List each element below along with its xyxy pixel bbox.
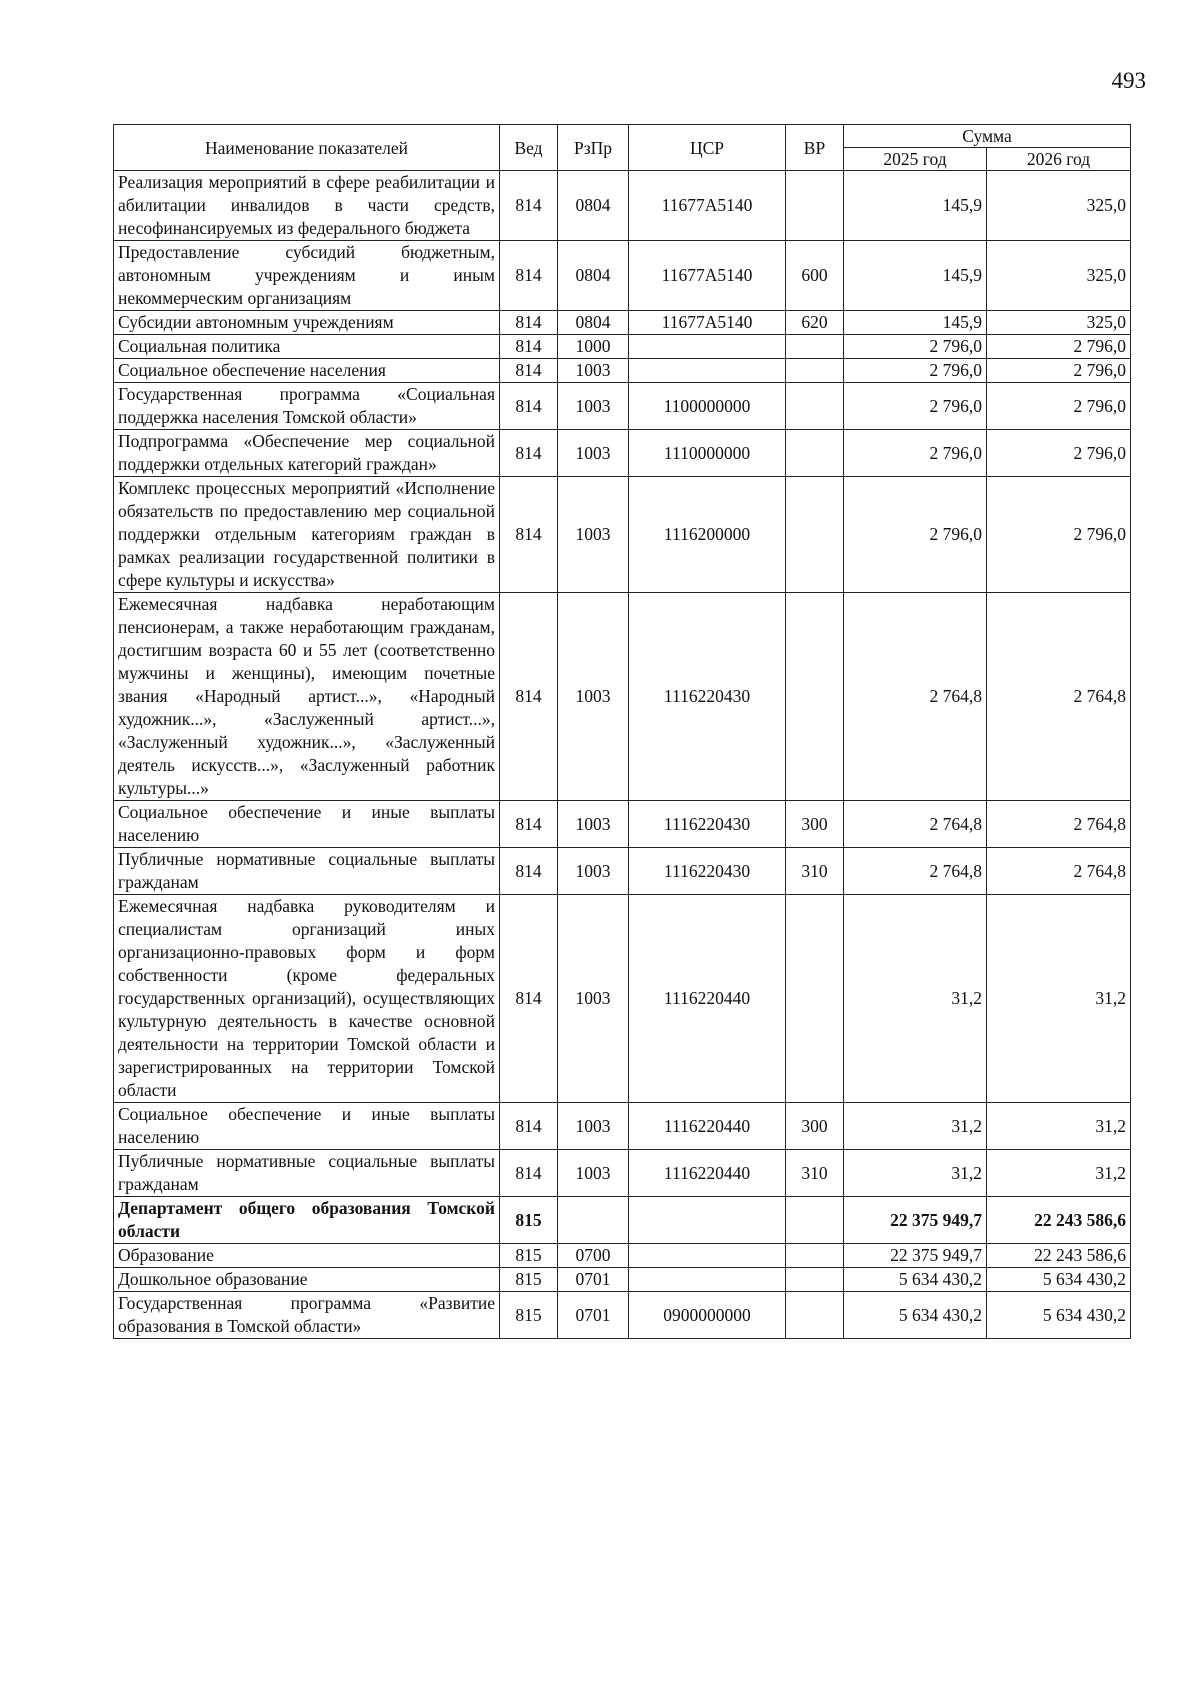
cell-rzpr: 0804: [558, 311, 629, 335]
header-sum: Сумма: [844, 125, 1131, 148]
cell-rzpr: 1003: [558, 593, 629, 801]
cell-ved: 814: [500, 848, 558, 895]
header-vr: ВР: [786, 125, 844, 171]
cell-ved: 814: [500, 241, 558, 311]
cell-vr: [786, 383, 844, 430]
header-rzpr: РзПр: [558, 125, 629, 171]
cell-name: Ежемесячная надбавка неработающим пенсионерам, а также неработающим гражданам, достигшим возраста 60 и 55 лет (соответственно мужчины и женщины), имеющим почетные звания «Народный артист...», «Народный художник...», «Заслуженный артист...», «Заслуженный художник...», «Заслуженный деятель искусств...», «Заслуженный работник культуры...»: [114, 593, 500, 801]
cell-vr: [786, 1268, 844, 1292]
cell-rzpr: 1003: [558, 430, 629, 477]
cell-ved: 814: [500, 171, 558, 241]
cell-ved: 814: [500, 477, 558, 593]
cell-ved: 815: [500, 1292, 558, 1339]
cell-csr: 11677А5140: [629, 171, 786, 241]
cell-csr: 1116220440: [629, 1103, 786, 1150]
cell-ved: 814: [500, 801, 558, 848]
cell-ved: 814: [500, 593, 558, 801]
table-row: [114, 895, 1131, 1103]
cell-sum-2026: 5 634 430,2: [987, 1292, 1131, 1339]
cell-rzpr: 0701: [558, 1268, 629, 1292]
cell-rzpr: 0804: [558, 171, 629, 241]
cell-vr: 310: [786, 1150, 844, 1197]
table-row: [114, 383, 1131, 430]
cell-rzpr: 0700: [558, 1244, 629, 1268]
cell-sum-2026: 2 764,8: [987, 593, 1131, 801]
cell-sum-2025: 2 796,0: [844, 359, 987, 383]
table-row: [114, 171, 1131, 241]
cell-name: Предоставление субсидий бюджетным, автономным учреждениям и иным некоммерческим организациям: [114, 241, 500, 311]
cell-name: Департамент общего образования Томской области: [114, 1197, 500, 1244]
cell-rzpr: 0701: [558, 1292, 629, 1339]
cell-sum-2025: 2 764,8: [844, 593, 987, 801]
cell-csr: 1100000000: [629, 383, 786, 430]
cell-ved: 815: [500, 1268, 558, 1292]
cell-sum-2026: 31,2: [987, 1103, 1131, 1150]
cell-vr: 300: [786, 801, 844, 848]
table-row: [114, 593, 1131, 801]
table-row: [114, 359, 1131, 383]
table-row: [114, 335, 1131, 359]
cell-name: Подпрограмма «Обеспечение мер социальной поддержки отдельных категорий граждан»: [114, 430, 500, 477]
cell-vr: [786, 1197, 844, 1244]
cell-sum-2025: 2 796,0: [844, 430, 987, 477]
cell-name: Ежемесячная надбавка руководителям и специалистам организаций иных организационно-правовых форм и форм собственности (кроме федеральных государственных организаций), осуществляющих культурную деятельность в качестве основной деятельности на территории Томской области и зарегистрированных на территории Томской области: [114, 895, 500, 1103]
cell-name: Публичные нормативные социальные выплаты гражданам: [114, 848, 500, 895]
cell-name: Социальная политика: [114, 335, 500, 359]
cell-rzpr: 1003: [558, 1150, 629, 1197]
table-row: [114, 477, 1131, 593]
page-number: 493: [1111, 68, 1146, 93]
cell-csr: 1116220440: [629, 1150, 786, 1197]
cell-csr: 11677А5140: [629, 311, 786, 335]
cell-ved: 814: [500, 359, 558, 383]
cell-vr: [786, 430, 844, 477]
cell-csr: 11677А5140: [629, 241, 786, 311]
cell-rzpr: 1003: [558, 895, 629, 1103]
cell-sum-2026: 325,0: [987, 171, 1131, 241]
header-year-2025: 2025 год: [844, 148, 987, 171]
cell-vr: [786, 359, 844, 383]
table-row: [114, 1268, 1131, 1292]
cell-ved: 814: [500, 383, 558, 430]
cell-sum-2026: 325,0: [987, 311, 1131, 335]
cell-sum-2026: 2 796,0: [987, 477, 1131, 593]
cell-sum-2025: 31,2: [844, 895, 987, 1103]
cell-vr: [786, 335, 844, 359]
cell-sum-2025: 31,2: [844, 1103, 987, 1150]
cell-csr: [629, 1268, 786, 1292]
cell-csr: 1110000000: [629, 430, 786, 477]
table-row: [114, 311, 1131, 335]
cell-csr: 1116200000: [629, 477, 786, 593]
cell-name: Реализация мероприятий в сфере реабилитации и абилитации инвалидов в части средств, несофинансируемых из федерального бюджета: [114, 171, 500, 241]
cell-vr: [786, 1292, 844, 1339]
cell-csr: [629, 1244, 786, 1268]
budget-table: [113, 124, 1131, 1339]
cell-ved: 814: [500, 895, 558, 1103]
cell-csr: [629, 359, 786, 383]
cell-sum-2026: 31,2: [987, 895, 1131, 1103]
cell-sum-2025: 2 796,0: [844, 335, 987, 359]
cell-vr: [786, 171, 844, 241]
cell-name: Государственная программа «Социальная поддержка населения Томской области»: [114, 383, 500, 430]
table-row: [114, 848, 1131, 895]
cell-sum-2025: 145,9: [844, 171, 987, 241]
cell-sum-2026: 2 764,8: [987, 848, 1131, 895]
cell-name: Дошкольное образование: [114, 1268, 500, 1292]
cell-vr: [786, 1244, 844, 1268]
cell-sum-2026: 2 764,8: [987, 801, 1131, 848]
cell-sum-2026: 2 796,0: [987, 359, 1131, 383]
cell-csr: [629, 1197, 786, 1244]
cell-vr: [786, 895, 844, 1103]
cell-name: Комплекс процессных мероприятий «Исполнение обязательств по предоставлению мер социальной поддержки отдельным категориям граждан в рамках реализации государственной политики в сфере культуры и искусства»: [114, 477, 500, 593]
table-row: [114, 430, 1131, 477]
cell-rzpr: 1003: [558, 477, 629, 593]
cell-vr: [786, 477, 844, 593]
cell-csr: 1116220430: [629, 848, 786, 895]
cell-vr: 620: [786, 311, 844, 335]
table-row: [114, 1292, 1131, 1339]
cell-rzpr: [558, 1197, 629, 1244]
cell-sum-2025: 2 796,0: [844, 383, 987, 430]
cell-sum-2026: 2 796,0: [987, 430, 1131, 477]
cell-rzpr: 1003: [558, 383, 629, 430]
cell-csr: 0900000000: [629, 1292, 786, 1339]
cell-ved: 814: [500, 311, 558, 335]
cell-sum-2026: 2 796,0: [987, 335, 1131, 359]
cell-csr: 1116220430: [629, 801, 786, 848]
table-row: [114, 1103, 1131, 1150]
cell-sum-2025: 145,9: [844, 311, 987, 335]
cell-name: Образование: [114, 1244, 500, 1268]
cell-sum-2025: 22 375 949,7: [844, 1197, 987, 1244]
table-row: [114, 1244, 1131, 1268]
cell-sum-2025: 2 764,8: [844, 848, 987, 895]
cell-ved: 814: [500, 1103, 558, 1150]
cell-rzpr: 1003: [558, 848, 629, 895]
cell-name: Социальное обеспечение и иные выплаты населению: [114, 801, 500, 848]
cell-sum-2026: 22 243 586,6: [987, 1244, 1131, 1268]
cell-vr: 310: [786, 848, 844, 895]
cell-vr: 600: [786, 241, 844, 311]
cell-sum-2026: 22 243 586,6: [987, 1197, 1131, 1244]
cell-sum-2025: 22 375 949,7: [844, 1244, 987, 1268]
cell-rzpr: 1000: [558, 335, 629, 359]
cell-name: Публичные нормативные социальные выплаты гражданам: [114, 1150, 500, 1197]
header-year-2026: 2026 год: [987, 148, 1131, 171]
cell-name: Государственная программа «Развитие образования в Томской области»: [114, 1292, 500, 1339]
cell-vr: 300: [786, 1103, 844, 1150]
cell-sum-2026: 31,2: [987, 1150, 1131, 1197]
table-row: [114, 1150, 1131, 1197]
header-name: Наименование показателей: [114, 125, 500, 171]
cell-csr: 1116220430: [629, 593, 786, 801]
cell-sum-2025: 31,2: [844, 1150, 987, 1197]
cell-csr: [629, 335, 786, 359]
cell-vr: [786, 593, 844, 801]
cell-rzpr: 1003: [558, 359, 629, 383]
table-row: [114, 1197, 1131, 1244]
header-csr: ЦСР: [629, 125, 786, 171]
cell-sum-2025: 5 634 430,2: [844, 1292, 987, 1339]
cell-sum-2026: 325,0: [987, 241, 1131, 311]
cell-sum-2025: 2 764,8: [844, 801, 987, 848]
cell-sum-2025: 5 634 430,2: [844, 1268, 987, 1292]
table-row: [114, 801, 1131, 848]
cell-ved: 814: [500, 1150, 558, 1197]
cell-sum-2025: 2 796,0: [844, 477, 987, 593]
cell-sum-2026: 2 796,0: [987, 383, 1131, 430]
cell-ved: 814: [500, 335, 558, 359]
header-ved: Вед: [500, 125, 558, 171]
cell-rzpr: 1003: [558, 1103, 629, 1150]
cell-name: Социальное обеспечение и иные выплаты населению: [114, 1103, 500, 1150]
cell-ved: 815: [500, 1244, 558, 1268]
cell-rzpr: 0804: [558, 241, 629, 311]
cell-ved: 814: [500, 430, 558, 477]
cell-sum-2025: 145,9: [844, 241, 987, 311]
cell-rzpr: 1003: [558, 801, 629, 848]
table-row: [114, 241, 1131, 311]
cell-ved: 815: [500, 1197, 558, 1244]
cell-csr: 1116220440: [629, 895, 786, 1103]
cell-name: Социальное обеспечение населения: [114, 359, 500, 383]
cell-sum-2026: 5 634 430,2: [987, 1268, 1131, 1292]
cell-name: Субсидии автономным учреждениям: [114, 311, 500, 335]
